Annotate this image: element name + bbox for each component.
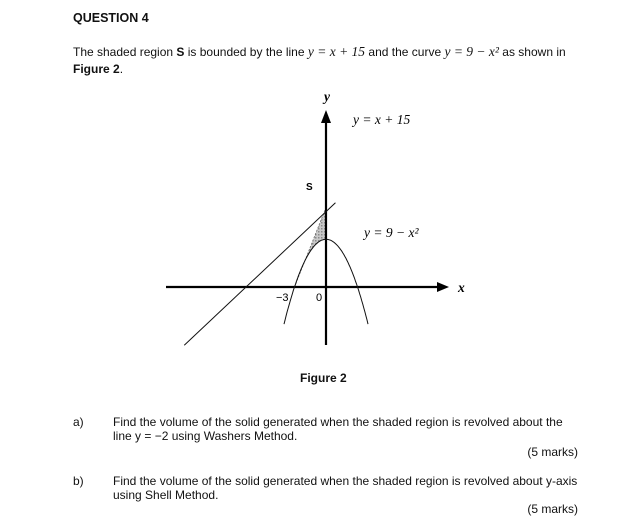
- line-y-x-plus-15: [184, 203, 335, 346]
- tick-label-zero: 0: [316, 292, 323, 304]
- line-label: y = x + 15: [353, 112, 411, 127]
- figure-caption: Figure 2: [300, 371, 347, 385]
- x-axis-label: x: [458, 280, 465, 295]
- question-a-marks: (5 marks): [527, 445, 578, 459]
- intro-text-5: .: [119, 62, 124, 76]
- intro-text-4: as shown in: [498, 45, 566, 59]
- tick-label-neg3: −3: [276, 292, 289, 304]
- intro-text-2: is bounded by the line: [184, 45, 308, 59]
- question-heading: QUESTION 4: [73, 11, 149, 25]
- intro-text-3: and the curve: [365, 45, 445, 59]
- question-b-label: b): [73, 474, 84, 488]
- line-equation: y = x + 15: [307, 44, 366, 59]
- question-a-label: a): [73, 415, 84, 429]
- question-b-text: Find the volume of the solid generated when the shaded region is revolved about y-axis using Shell Method.: [113, 474, 578, 502]
- curve-label: y = 9 − x²: [364, 225, 419, 240]
- region-label: S: [306, 182, 313, 193]
- question-a-text: Find the volume of the solid generated when the shaded region is revolved about the line y = −2 using Washers Method.: [113, 415, 563, 443]
- curve-equation: y = 9 − x²: [444, 44, 499, 59]
- intro-text-1: The shaded region: [73, 45, 177, 59]
- y-axis-label: y: [324, 89, 330, 104]
- y-axis-arrow: [321, 110, 331, 123]
- question-b-marks: (5 marks): [527, 502, 578, 516]
- figure-reference: Figure 2: [73, 62, 120, 76]
- x-axis-arrow: [437, 282, 449, 292]
- region-name: S: [176, 45, 185, 59]
